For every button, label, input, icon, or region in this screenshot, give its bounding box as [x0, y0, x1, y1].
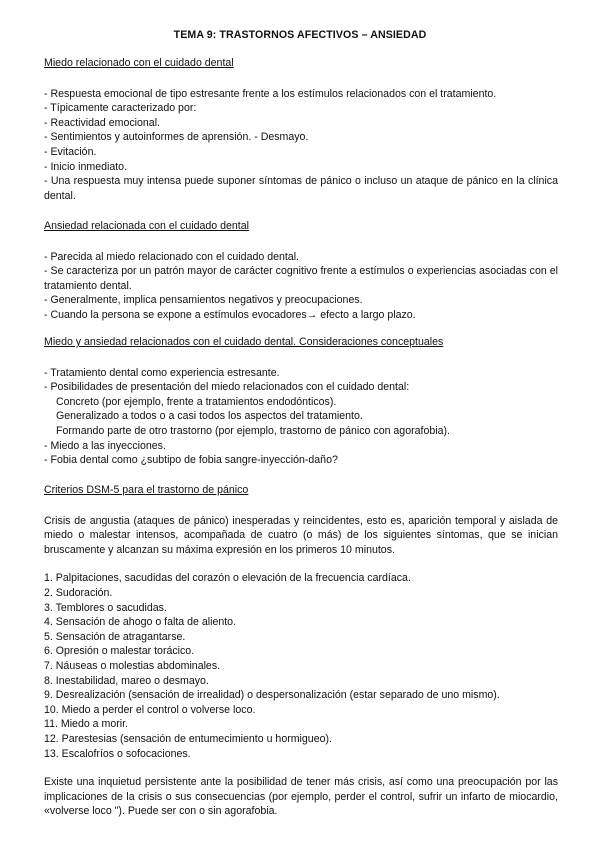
list-item: - Reactividad emocional.	[44, 116, 160, 129]
list-item: - Sentimientos y autoinformes de aprensión. - Desmayo.	[44, 131, 309, 144]
numbered-item: 8. Inestabilidad, mareo o desmayo.	[44, 674, 209, 687]
section-consideraciones	[44, 335, 558, 468]
section-heading: Criterios DSM-5 para el trastorno de pánico	[44, 484, 249, 496]
list-item: - Típicamente caracterizado por:	[44, 102, 197, 115]
numbered-item: 10. Miedo a perder el control o volverse loco.	[44, 703, 256, 716]
numbered-item: 12. Parestesias (sensación de entumecimiento u hormigueo).	[44, 732, 332, 745]
sub-list-item: Concreto (por ejemplo, frente a tratamientos endodónticos).	[56, 395, 337, 408]
list-item: - Una respuesta muy intensa puede suponer síntomas de pánico o incluso un ataque de pánico en la clínica dental.	[44, 175, 558, 202]
list-item: - Inicio inmediato.	[44, 160, 128, 173]
numbered-item: 5. Sensación de atragantarse.	[44, 630, 186, 643]
numbered-item: 1. Palpitaciones, sacudidas del corazón o elevación de la frecuencia cardíaca.	[44, 572, 411, 585]
list-item: - Cuando la persona se expone a estímulos evocadores→ efecto a largo plazo.	[44, 308, 416, 321]
numbered-item: 9. Desrealización (sensación de irrealidad) o despersonalización (estar separado de uno mismo).	[44, 689, 500, 702]
numbered-item: 3. Temblores o sacudidas.	[44, 601, 167, 614]
paragraph: Existe una inquietud persistente ante la posibilidad de tener más crisis, así como una preocupación por las implicaciones de la crisis o sus consecuencias (por ejemplo, perder el control, sufrir un infarto de miocardio, «volverse loco "). Puede ser con o sin agorafobia.	[44, 776, 558, 818]
section-heading: Miedo y ansiedad relacionados con el cuidado dental. Consideraciones conceptuales	[44, 336, 444, 348]
sub-list-item: Formando parte de otro trastorno (por ejemplo, trastorno de pánico con agorafobia).	[56, 424, 450, 437]
section-ansiedad-dental	[44, 219, 558, 323]
numbered-item: 7. Náuseas o molestias abdominales.	[44, 659, 221, 672]
section-heading: Ansiedad relacionada con el cuidado dental	[44, 220, 249, 232]
section-heading: Miedo relacionado con el cuidado dental	[44, 57, 234, 69]
list-item: - Parecida al miedo relacionado con el cuidado dental.	[44, 250, 300, 263]
numbered-item: 11. Miedo a morir.	[44, 718, 128, 731]
list-item: - Tratamiento dental como experiencia estresante.	[44, 366, 280, 379]
sub-list-item: Generalizado a todos o a casi todos los aspectos del tratamiento.	[56, 410, 363, 423]
section-miedo-dental	[44, 56, 558, 203]
numbered-item: 4. Sensación de ahogo o falta de aliento.	[44, 616, 237, 629]
document-title: TEMA 9: TRASTORNOS AFECTIVOS – ANSIEDAD	[173, 29, 427, 41]
list-item: - Se caracteriza por un patrón mayor de carácter cognitivo frente a estímulos o experiencias asociadas con el tratamiento dental.	[44, 265, 558, 292]
section-criterios-dsm5	[44, 483, 558, 819]
list-item: - Posibilidades de presentación del miedo relacionados con el cuidado dental:	[44, 381, 410, 394]
list-item: - Fobia dental como ¿subtipo de fobia sangre-inyección-daño?	[44, 454, 338, 467]
list-item: - Evitación.	[44, 145, 97, 158]
paragraph: Crisis de angustia (ataques de pánico) inesperadas y reincidentes, esto es, aparición temporal y aislada de miedo o malestar intensos, acompañada de cuatro (o más) de los siguientes síntomas, que se inician bruscamente y alcanzan su máxima expresión en los primeros 10 minutos.	[44, 514, 558, 556]
numbered-item: 6. Opresión o malestar torácico.	[44, 645, 195, 658]
numbered-item: 13. Escalofríos o sofocaciones.	[44, 747, 191, 760]
list-item: - Respuesta emocional de tipo estresante frente a los estímulos relacionados con el tratamiento.	[44, 87, 497, 100]
list-item: - Miedo a las inyecciones.	[44, 439, 166, 452]
numbered-item: 2. Sudoración.	[44, 586, 113, 599]
list-item: - Generalmente, implica pensamientos negativos y preocupaciones.	[44, 294, 363, 307]
